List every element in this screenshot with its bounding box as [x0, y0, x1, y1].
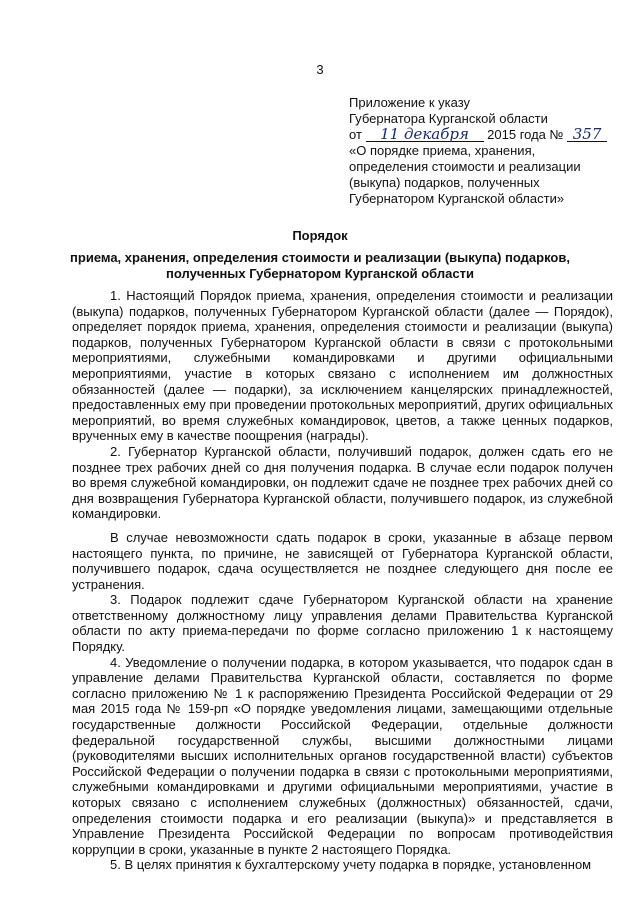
- paragraph-4: 4. Уведомление о получении подарка, в котором указывается, что подарок сдан в управление делами Правительства Курганской области, составляется по форме согласно приложению № 1 к распоряжению Президента Российской Федерации от 29 мая 2015 года № 159-рп «О порядке уведомления лицами, замещающими отдельные государственные должности Российской Федерации, отдельные должности федеральной государственной службы, высшими должностными лицами (руководителями высших исполнительных органов государственной власти) субъектов Российской Федерации о получении подарка в связи с протокольными мероприятиями, служебными командировками и другими официальными мероприятиями, участие в которых связано с исполнением служебных (должностных) обязанностей, сдачи, определения стоимости подарка и его реализации (выкупа)» и представляется в Управление Президента Российской Федерации по вопросам противодействия коррупции в сроки, указанные в пункте 2 настоящего Порядка.: [72, 654, 613, 857]
- handwritten-date: 11 декабря: [380, 125, 469, 143]
- paragraph-5: 5. В целях принятия к бухгалтерскому учету подарка в порядке, установленном: [110, 857, 592, 873]
- appendix-line-2: Губернатора Курганской области: [349, 111, 548, 126]
- appendix-header: [349, 95, 609, 207]
- appendix-date-line: [349, 127, 609, 143]
- document-body: [72, 288, 613, 873]
- handwritten-number: 357: [572, 125, 602, 143]
- paragraph-2: 2. Губернатор Курганской области, получивший подарок, должен сдать его не позднее трех рабочих дней со дня получения подарка. В случае если подарок получен во время служебной командировки, он подлежит сдаче не позднее трех рабочих дней со дня возвращения Губернатора Курганской области, получившего подарок, из служебной командировки.: [72, 443, 613, 522]
- title-line-2: приема, хранения, определения стоимости и реализации (выкупа) подарков,: [70, 250, 570, 265]
- appendix-line-6: (выкупа) подарков, полученных: [349, 175, 540, 190]
- appendix-line-7: Губернатором Курганской области»: [349, 191, 565, 206]
- appendix-line-1: Приложение к указу: [349, 95, 471, 110]
- number-field: [567, 125, 607, 143]
- appendix-line-5: определения стоимости и реализации: [349, 159, 581, 174]
- title-line-1: Порядок: [292, 228, 348, 243]
- date-field: [366, 125, 484, 143]
- paragraph-3: 3. Подарок подлежит сдаче Губернатором Курганской области на хранение ответственному должностному лицу управления делами Правительства Курганской области по акту приема-передачи по форме согласно приложению 1 к настоящему Порядку.: [72, 592, 613, 655]
- year-text: 2015 года №: [487, 127, 564, 142]
- date-prefix: от: [349, 127, 362, 142]
- paragraph-2-continuation: В случае невозможности сдать подарок в сроки, указанные в абзаце первом настоящего пункта, по причине, не зависящей от Губернатора Курганской области, получившего подарок, сдача осуществляется не позднее следующего дня после ее устранения.: [72, 529, 613, 592]
- appendix-line-4: «О порядке приема, хранения,: [349, 143, 536, 158]
- paragraph-1: 1. Настоящий Порядок приема, хранения, определения стоимости и реализации (выкупа) подарков, полученных Губернатором Курганской области (далее — Порядок), определяет порядок приема, хранения, определения стоимости и реализации (выкупа) подарков, полученных Губернатором Курганской области в связи с протокольными мероприятиями, служебными командировками и другими официальными мероприятиями, участие в которых связано с исполнением им должностных обязанностей (далее — подарки), за исключением канцелярских принадлежностей, предоставленных ему при проведении протокольных мероприятий, других официальных мероприятий, во время служебных командировок, цветов, а также ценных подарков, врученных ему в качестве поощрения (награды).: [72, 288, 613, 444]
- page-number: 3: [316, 62, 324, 77]
- document-title: [0, 228, 640, 282]
- title-line-3: полученных Губернатором Курганской области: [166, 266, 474, 281]
